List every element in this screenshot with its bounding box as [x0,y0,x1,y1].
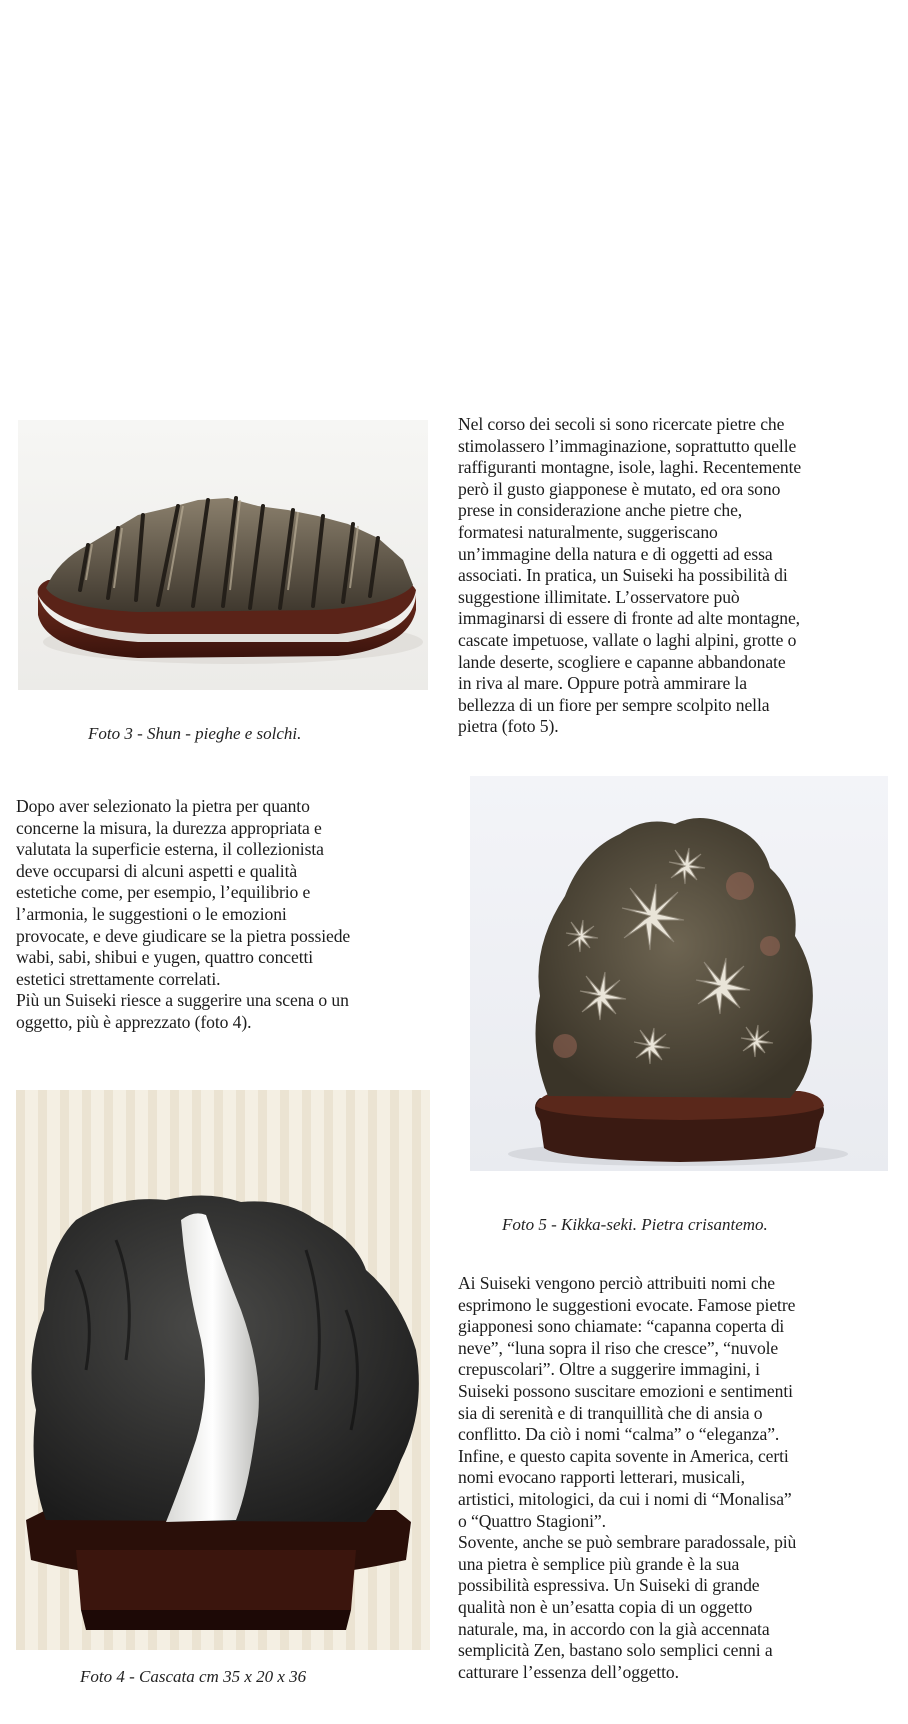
text-line: Nel corso dei secoli si sono ricercate pietre che [458,414,785,434]
text-line: bellezza di un fiore per sempre scolpito nella [458,694,770,715]
text-line: un’immagine della natura e di oggetti ad essa [458,543,773,564]
caption-foto5: Foto 5 - Kikka-seki. Pietra crisantemo. [502,1215,768,1234]
text-line: Sovente, anche se può sembrare paradossale, più [458,1532,797,1553]
text-line: naturale, ma, in accordo con la già accennata [458,1618,770,1639]
text-line: raffiguranti montagne, isole, laghi. Recentemente [458,457,802,478]
text-line: esprimono le suggestioni evocate. Famose pietre [458,1294,796,1315]
paragraph-right-bottom [458,1273,898,1683]
text-line: giapponesi sono chiamate: “capanna coperta di [458,1316,785,1337]
text-line: suggestione illimitate. L’osservatore può [458,586,740,607]
text-line: però il gusto giapponese è mutato, ed ora sono [458,478,781,499]
caption-foto3: Foto 3 - Shun - pieghe e solchi. [88,724,302,743]
text-line: Più un Suiseki riesce a suggerire una scena o un [16,990,349,1011]
photo-kikka-seki-stone [470,776,888,1171]
text-line: Suiseki possono suscitare emozioni e sentimenti [458,1380,793,1401]
text-line: concerne la misura, la durezza appropriata e [16,817,322,838]
text-line: possibilità espressiva. Un Suiseki di grande [458,1575,760,1596]
paragraph-left-middle [16,796,446,1034]
text-line: crepuscolari”. Oltre a suggerire immagini, i [458,1359,760,1380]
text-line: provocate, e deve giudicare se la pietra possiede [16,925,351,946]
text-line: conflitto. Da ciò i nomi “calma” o “eleganza”. [458,1424,780,1445]
photo-shun-stone [18,420,428,690]
text-line: valutata la superficie esterna, il collezionista [16,839,324,860]
text-line: semplicità Zen, bastano solo semplici cenni a [458,1640,773,1661]
text-line: sia di serenità e di tranquillità che di ansia o [458,1402,763,1423]
photo-cascata-stone [16,1090,430,1650]
caption-foto4: Foto 4 - Cascata cm 35 x 20 x 36 [80,1667,307,1686]
text-line: stimolassero l’immaginazione, soprattutto quelle [458,435,797,456]
text-line: estetici strettamente correlati. [16,968,221,989]
text-line: nomi evocano rapporti letterari, musicali, [458,1467,745,1488]
text-line: neve”, “luna sopra il riso che cresce”, “nuvole [458,1337,779,1358]
text-line: formatesi naturalmente, suggeriscano [458,521,718,542]
paragraph-right-top [458,414,898,738]
text-line: pietra (foto 5). [458,716,559,737]
text-line: prese in considerazione anche pietre che, [458,500,743,521]
text-line: oggetto, più è apprezzato (foto 4). [16,1011,252,1032]
text-line: in riva al mare. Oppure potrà ammirare la [458,673,747,694]
text-line: artistici, mitologici, da cui i nomi di “Monalisa” [458,1488,792,1509]
text-line: associati. In pratica, un Suiseki ha possibilità di [458,565,788,586]
text-line: deve occuparsi di alcuni aspetti e qualità [16,860,298,881]
text-line: o “Quattro Stagioni”. [458,1510,606,1531]
text-line: l’armonia, le suggestioni o le emozioni [16,903,287,924]
text-line: una pietra è semplice più grande è la sua [458,1553,740,1574]
text-line: Infine, e questo capita sovente in America, certi [458,1445,789,1466]
text-line: Ai Suiseki vengono perciò attribuiti nomi che [458,1273,776,1293]
text-line: catturare l’essenza dell’oggetto. [458,1661,679,1682]
text-line: lande deserte, scogliere e capanne abbandonate [458,651,786,672]
text-line: estetiche come, per esempio, l’equilibrio e [16,882,311,903]
text-line: wabi, sabi, shibui e yugen, quattro concetti [16,947,314,968]
text-line: Dopo aver selezionato la pietra per quanto [16,796,310,816]
text-line: qualità non è un’esatta copia di un oggetto [458,1596,753,1617]
text-line: immaginarsi di essere di fronte ad alte montagne, [458,608,800,629]
text-line: cascate impetuose, vallate o laghi alpini, grotte o [458,629,797,650]
